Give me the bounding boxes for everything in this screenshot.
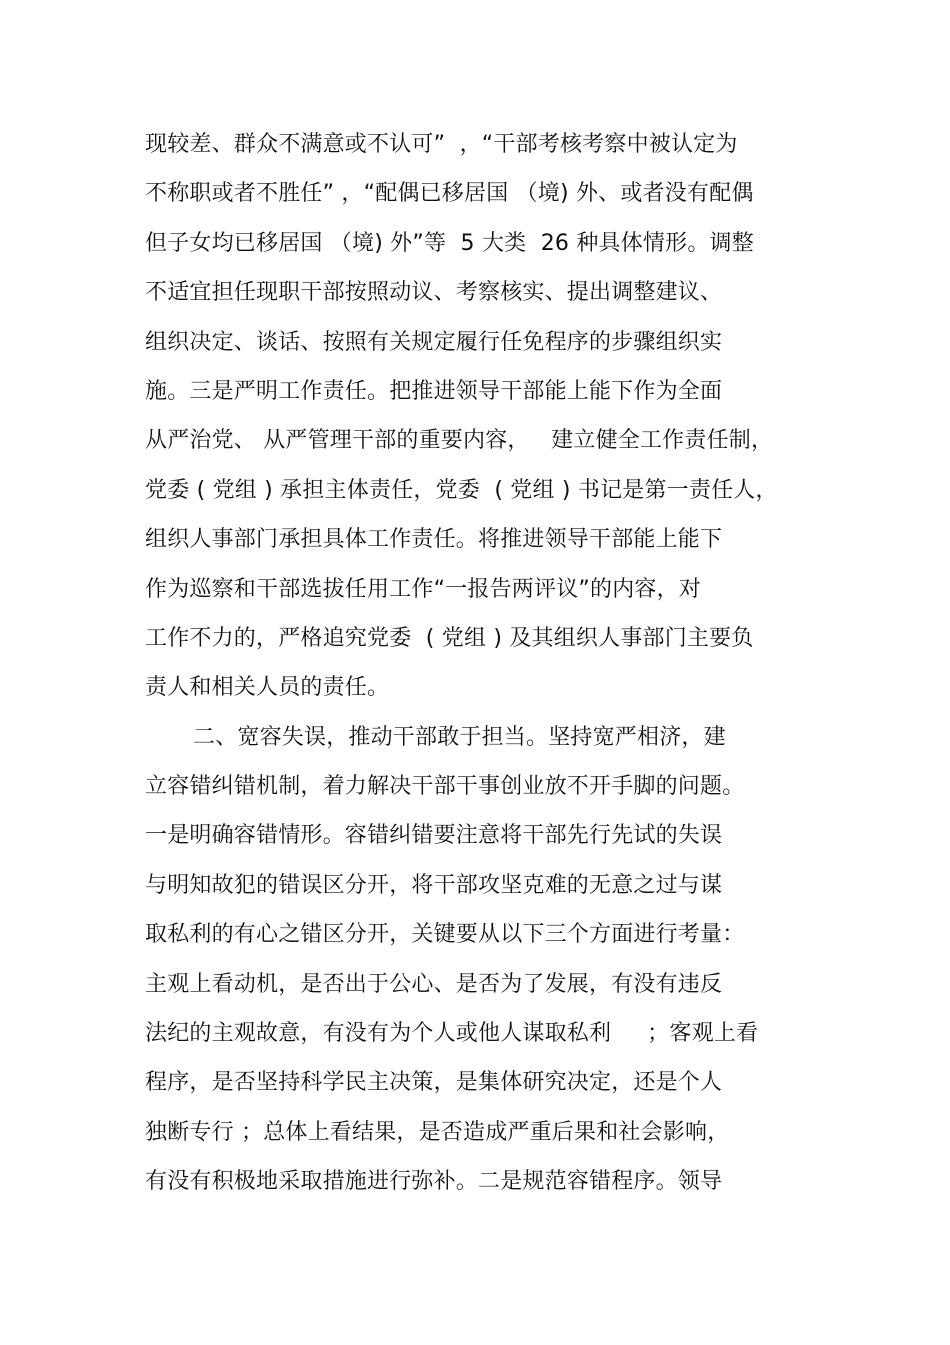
text-line: 与明知故犯的错误区分开，将干部攻坚克难的无意之过与谋 <box>145 872 723 898</box>
text-line: 组织决定、谈话、按照有关规定履行任免程序的步骤组织实 <box>145 329 723 355</box>
paragraph-start-line: 二、宽容失误，推动干部敢于担当。坚持宽严相济，建 <box>193 724 726 750</box>
text-line: 施。三是严明工作责任。把推进领导干部能上能下作为全面 <box>145 378 723 404</box>
text-line: 不称职或者不胜任” ，“配偶已移居国 （境) 外、或者没有配偶 <box>145 181 754 207</box>
text-line: 独断专行 ；总体上看结果，是否造成严重后果和社会影响， <box>145 1119 730 1145</box>
text-line: 法纪的主观故意，有没有为个人或他人谋取私利 ；客观上看 <box>145 1021 759 1047</box>
text-line: 从严治党、 从严管理干部的重要内容， 建立健全工作责任制， <box>145 428 774 454</box>
text-line: 作为巡察和干部选拔任用工作“一报告两评议”的内容，对 <box>145 576 701 602</box>
text-line: 一是明确容错情形。容错纠错要注意将干部先行先试的失误 <box>145 823 723 849</box>
text-line: 工作不力的，严格追究党委 ( 党组 ) 及其组织人事部门主要负 <box>145 625 754 651</box>
text-line: 不适宜担任现职干部按照动议、考察核实、提出调整建议、 <box>145 280 723 306</box>
text-line: 组织人事部门承担具体工作责任。将推进领导干部能上能下 <box>145 527 723 553</box>
body-text <box>145 120 845 1207</box>
text-line: 立容错纠错机制，着力解决干部干事创业放不开手脚的问题。 <box>145 774 745 800</box>
text-line: 现较差、群众不满意或不认可” ，“干部考核考察中被认定为 <box>145 132 738 157</box>
text-line: 程序，是否坚持科学民主决策，是集体研究决定，还是个人 <box>145 1070 723 1096</box>
text-line: 有没有积极地采取措施进行弥补。二是规范容错程序。领导 <box>145 1169 723 1195</box>
text-line: 主观上看动机，是否出于公心、是否为了发展，有没有违反 <box>145 971 723 997</box>
text-line: 党委 ( 党组 ) 承担主体责任，党委 ( 党组 ) 书记是第一责任人， <box>145 477 778 503</box>
text-line: 但子女均已移居国 （境) 外”等 5 大类 26 种具体情形。调整 <box>145 230 754 256</box>
text-line: 责人和相关人员的责任。 <box>145 675 390 701</box>
text-line: 取私利的有心之错区分开，关键要从以下三个方面进行考量： <box>145 922 745 948</box>
